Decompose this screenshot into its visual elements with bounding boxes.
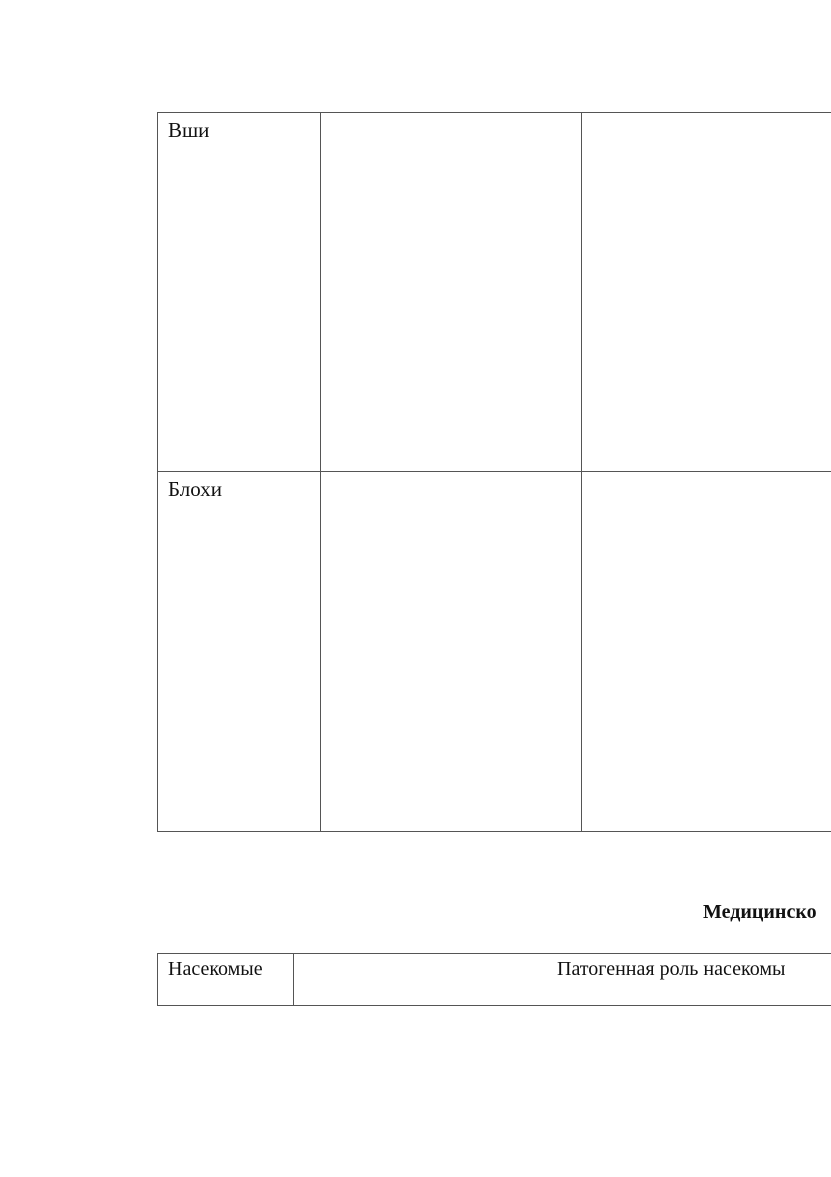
table-cell — [321, 113, 582, 471]
header-label: Насекомые — [168, 958, 263, 980]
insects-table — [157, 112, 831, 832]
header-label: Патогенная роль насекомы — [557, 958, 786, 980]
header-cell-insects — [158, 954, 294, 1005]
row-label-cell — [158, 113, 321, 471]
row-label-cell — [158, 472, 321, 831]
table-cell — [582, 113, 831, 471]
row-label: Вши — [168, 118, 210, 142]
table-row — [158, 472, 831, 831]
header-cell-pathogenic-role — [294, 954, 831, 1005]
table-cell — [321, 472, 582, 831]
row-label: Блохи — [168, 477, 222, 501]
table-row — [158, 113, 831, 472]
table-cell — [582, 472, 831, 831]
section-heading: Медицинско — [703, 901, 817, 923]
pathogenic-role-table — [157, 953, 831, 1006]
